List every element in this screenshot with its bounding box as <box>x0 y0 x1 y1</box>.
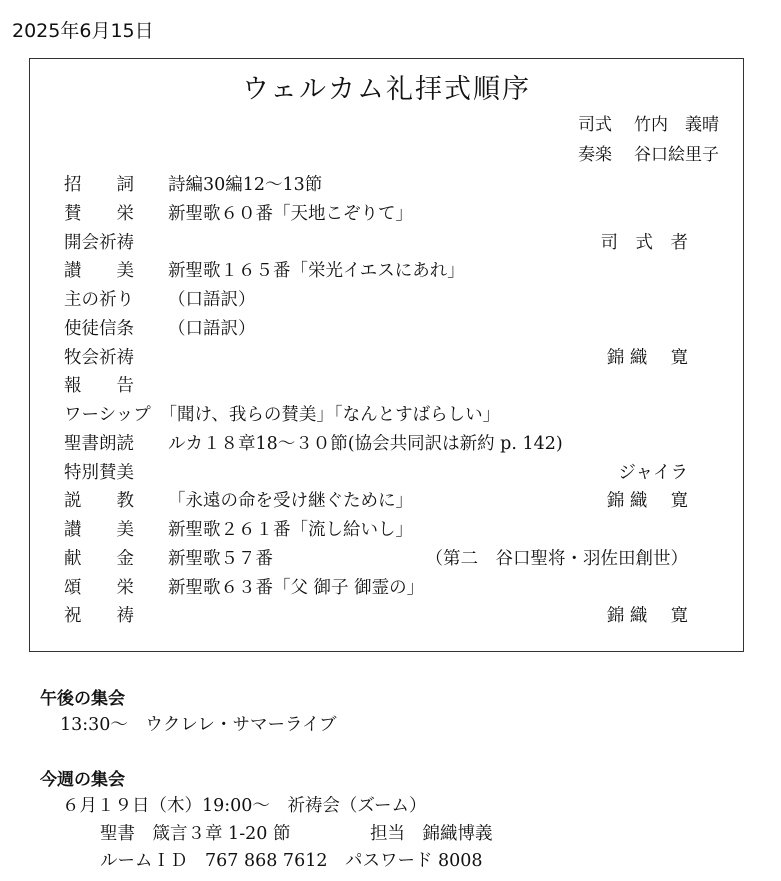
weekly-zoom-info: ルームＩＤ 767 868 7612 パスワード 8008 <box>100 851 483 871</box>
program-item-content: （口語訳） <box>168 318 256 339</box>
program-item <box>64 487 703 515</box>
program-item-label: 説 教 <box>64 491 134 512</box>
weekly-leader: 担当 錦織博義 <box>370 824 493 844</box>
program-item-label: 招 詞 <box>64 175 134 195</box>
program-item-label: 開会祈祷 <box>64 232 134 253</box>
staff-officiant <box>578 110 719 135</box>
program-item <box>64 200 703 228</box>
order-of-service-box <box>29 58 744 652</box>
program-item-label: 主の祈り <box>64 290 134 310</box>
program-item-label: 牧会祈祷 <box>64 347 134 368</box>
program-item-person: ジャイラ <box>618 462 688 483</box>
program-item <box>64 286 703 314</box>
program-item <box>64 171 703 199</box>
weekly-scripture: 聖書 箴言３章 1-20 節 <box>100 824 291 844</box>
program-item-content: 新聖歌１６５番「栄光イエスにあれ」 <box>168 261 465 282</box>
program-item-label: 特別賛美 <box>64 462 134 483</box>
program-item <box>64 344 703 372</box>
program-item <box>64 229 703 257</box>
program-item-label: 讃 美 <box>64 520 134 540</box>
program-item-label: 報 告 <box>64 376 134 397</box>
program-item <box>64 516 703 544</box>
program-item-content: 新聖歌５７番 <box>168 548 273 569</box>
program-item-person: （第二 谷口聖将・羽佐田創世） <box>425 548 688 569</box>
staff-role: 奏楽 <box>578 145 612 165</box>
program-item <box>64 257 703 285</box>
program-item-label: 献 金 <box>64 548 134 569</box>
program-item-label: 頌 栄 <box>64 577 134 598</box>
staff-role: 司式 <box>578 115 612 135</box>
program-item <box>64 401 703 429</box>
weekly-heading: 今週の集会 <box>40 770 125 790</box>
service-date: 2025年6月15日 <box>12 20 154 42</box>
program-item-content: 新聖歌６０番「天地こぞりて」 <box>168 203 413 224</box>
weekly-event: ６月１９日（木）19:00～ 祈祷会（ズーム） <box>62 796 427 816</box>
program-item-label: 祝 祷 <box>64 606 134 627</box>
program-item <box>64 459 703 487</box>
program-item-content: 新聖歌６３番「父 御子 御霊の」 <box>168 577 425 598</box>
program-item <box>64 574 703 602</box>
program-item-person: 錦 織 寛 <box>606 491 688 512</box>
program-item-content: ワーシップ 「聞け、我らの賛美」「なんとすばらしい」 <box>64 405 501 425</box>
program-item <box>64 602 703 630</box>
program-item-person: 司 式 者 <box>600 232 688 253</box>
program-item-label: 使徒信条 <box>64 318 134 339</box>
staff-name: 谷口絵里子 <box>634 145 719 165</box>
program-item <box>64 545 703 573</box>
program-item-person: 錦 織 寛 <box>606 347 688 368</box>
program-item-content: （口語訳） <box>168 290 256 310</box>
order-title: ウェルカム礼拝式順序 <box>242 74 531 105</box>
staff-name: 竹内 義晴 <box>634 115 719 135</box>
program-item-label: 賛 栄 <box>64 203 134 224</box>
program-item-label: 聖書朗読 <box>64 433 134 454</box>
program-item-content: ルカ１８章18～３０節(協会共同訳は新約 p. 142) <box>168 433 563 454</box>
program-item <box>64 315 703 343</box>
program-item-content: 「永遠の命を受け継ぐために」 <box>168 491 413 512</box>
program-item <box>64 372 703 400</box>
staff-organist <box>578 140 719 165</box>
afternoon-event: 13:30～ ウクレレ・サマーライブ <box>60 715 337 735</box>
afternoon-heading: 午後の集会 <box>40 689 125 709</box>
program-item <box>64 430 703 458</box>
program-item-content: 詩編30編12～13節 <box>168 175 323 195</box>
program-item-label: 讃 美 <box>64 261 134 282</box>
program-item-person: 錦 織 寛 <box>606 606 688 627</box>
program-item-content: 新聖歌２６１番「流し給いし」 <box>168 520 413 540</box>
